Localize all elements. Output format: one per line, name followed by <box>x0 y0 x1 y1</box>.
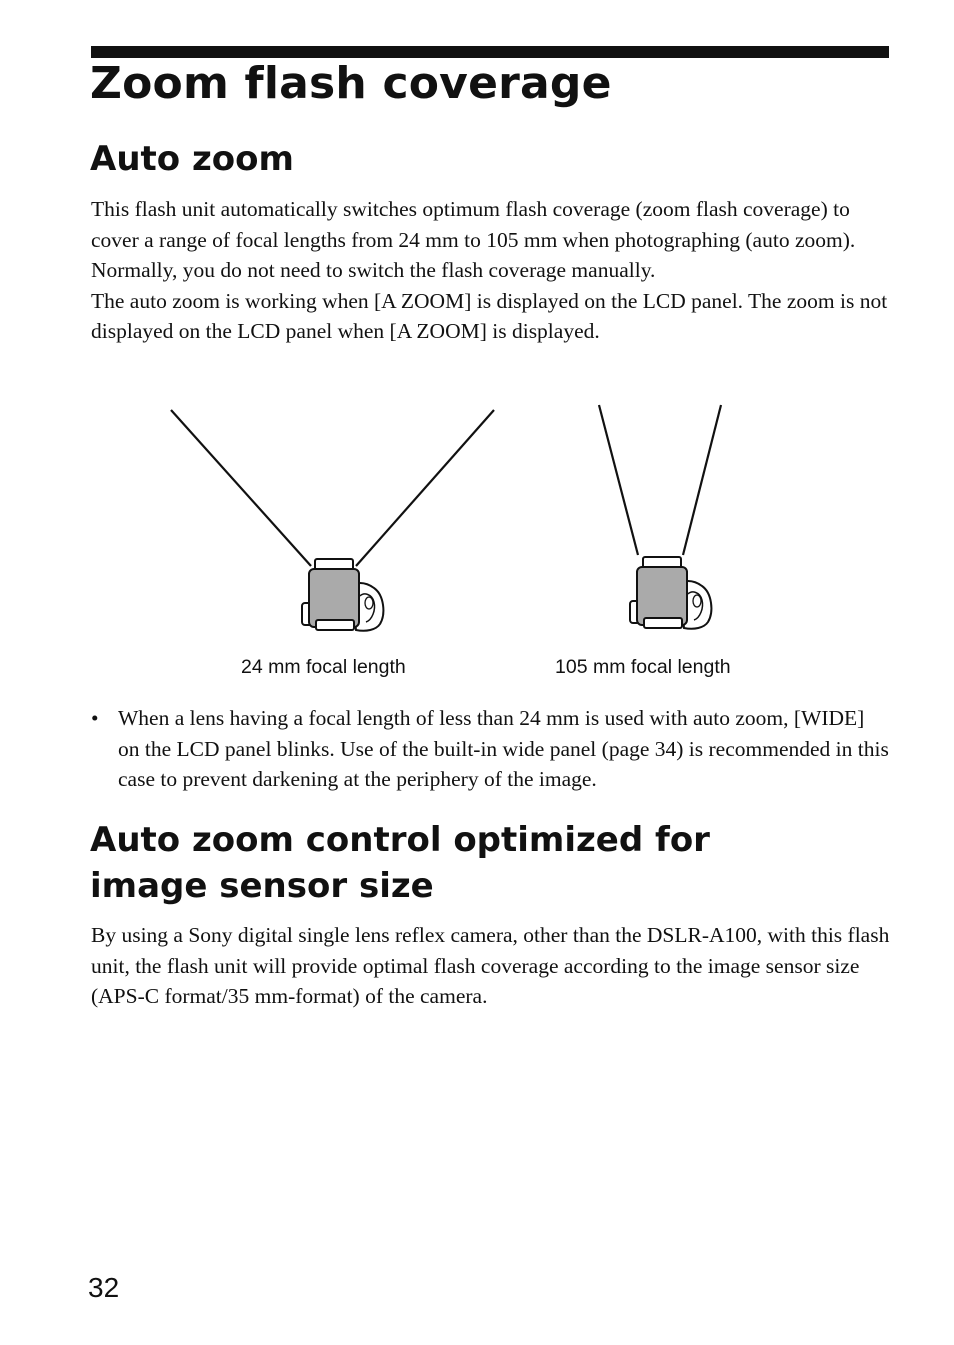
sensor-size-paragraph: By using a Sony digital single lens reflex camera, other than the DSLR-A100, with this flash unit, the flash unit will provide optimal flash coverage according to the image sensor size (APS-C format/35 mm-format) of the camera. <box>91 923 890 1008</box>
section-heading-sensor-size <box>90 817 710 909</box>
bullet-marker: • <box>91 706 99 730</box>
page-number: 32 <box>88 1272 120 1303</box>
section-heading-auto-zoom: Auto zoom <box>90 139 294 179</box>
coverage-line-tele-right <box>683 405 721 555</box>
note-text: When a lens having a focal length of less than 24 mm is used with auto zoom, [WIDE] on the LCD panel blinks. Use of the built-in wide panel (page 34) is recommended in this case to prevent darkening at the periphery of the image. <box>118 706 889 791</box>
caption-105mm: 105 mm focal length <box>555 656 731 678</box>
auto-zoom-paragraph-1: This flash unit automatically switches optimum flash coverage (zoom flash coverage) to cover a range of focal lengths from 24 mm to 105 mm when photographing (auto zoom). Normally, you do not need to switch the flash coverage manually. <box>91 197 856 282</box>
camera-icon <box>302 559 383 631</box>
sensor-size-body <box>91 920 891 1012</box>
camera-icon <box>630 557 711 629</box>
section-heading-sensor-size-line2: image sensor size <box>90 866 434 906</box>
coverage-line-wide-left <box>171 410 311 566</box>
coverage-line-wide-right <box>356 410 494 566</box>
caption-24mm: 24 mm focal length <box>241 656 406 678</box>
section-heading-sensor-size-line1: Auto zoom control optimized for <box>90 820 710 860</box>
page-title: Zoom flash coverage <box>90 58 612 109</box>
coverage-line-tele-left <box>599 405 638 555</box>
note-list-item <box>91 703 891 795</box>
auto-zoom-paragraph-2: The auto zoom is working when [A ZOOM] is displayed on the LCD panel. The zoom is not displayed on the LCD panel when [A ZOOM] is displayed. <box>91 288 888 343</box>
